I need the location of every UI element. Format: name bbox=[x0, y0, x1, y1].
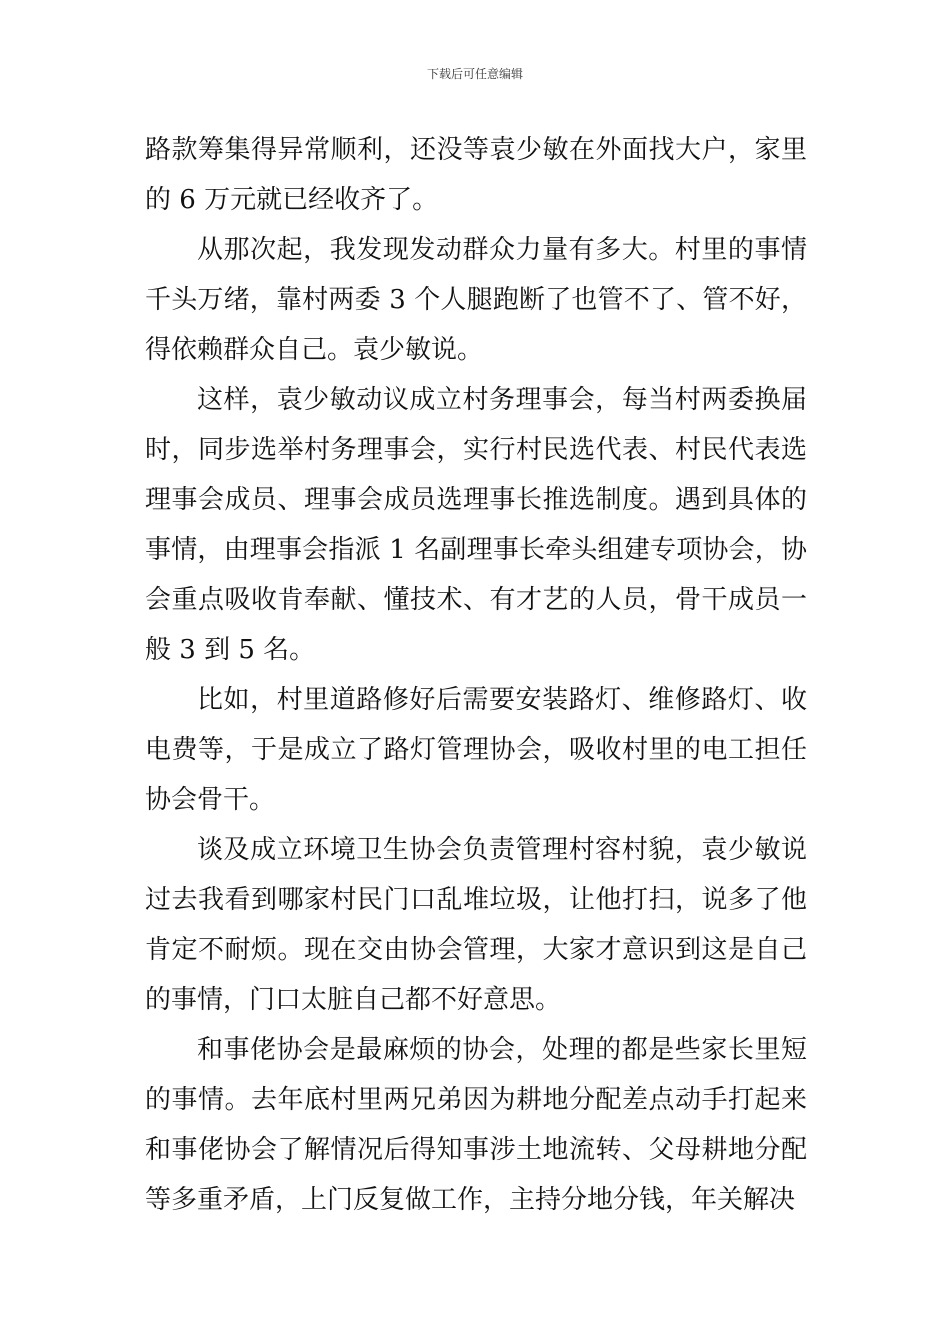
paragraph-3: 这样，袁少敏动议成立村务理事会，每当村两委换届时，同步选举村务理事会，实行村民选代表、村民代表选理事会成员、理事会成员选理事长推选制度。遇到具体的事情，由理事会指派 1 名副理事长牵头组建专项协会，协会重点吸收肯奉献、懂技术、有才艺的人员，骨干成员一般 3 到 5 名。 bbox=[145, 385, 807, 665]
paragraph-6: 和事佬协会是最麻烦的协会，处理的都是些家长里短的事情。去年底村里两兄弟因为耕地分配差点动手打起来和事佬协会了解情况后得知事涉土地流转、父母耕地分配等多重矛盾，上门反复做工作，主持分地分钱，年关解决 bbox=[145, 1035, 807, 1215]
paragraph-4: 比如，村里道路修好后需要安装路灯、维修路灯、收电费等，于是成立了路灯管理协会，吸收村里的电工担任协会骨干。 bbox=[145, 685, 807, 815]
paragraph-1: 路款筹集得异常顺利，还没等袁少敏在外面找大户，家里的 6 万元就已经收齐了。 bbox=[145, 135, 807, 215]
paragraph-2: 从那次起，我发现发动群众力量有多大。村里的事情千头万绪，靠村两委 3 个人腿跑断了也管不了、管不好，得依赖群众自己。袁少敏说。 bbox=[145, 235, 807, 365]
page-header: 下载后可任意编辑 bbox=[426, 67, 523, 81]
paragraph-5: 谈及成立环境卫生协会负责管理村容村貌，袁少敏说过去我看到哪家村民门口乱堆垃圾，让他打扫，说多了他肯定不耐烦。现在交由协会管理，大家才意识到这是自己的事情，门口太脏自己都不好意思。 bbox=[145, 835, 807, 1015]
document-body bbox=[145, 125, 807, 1225]
